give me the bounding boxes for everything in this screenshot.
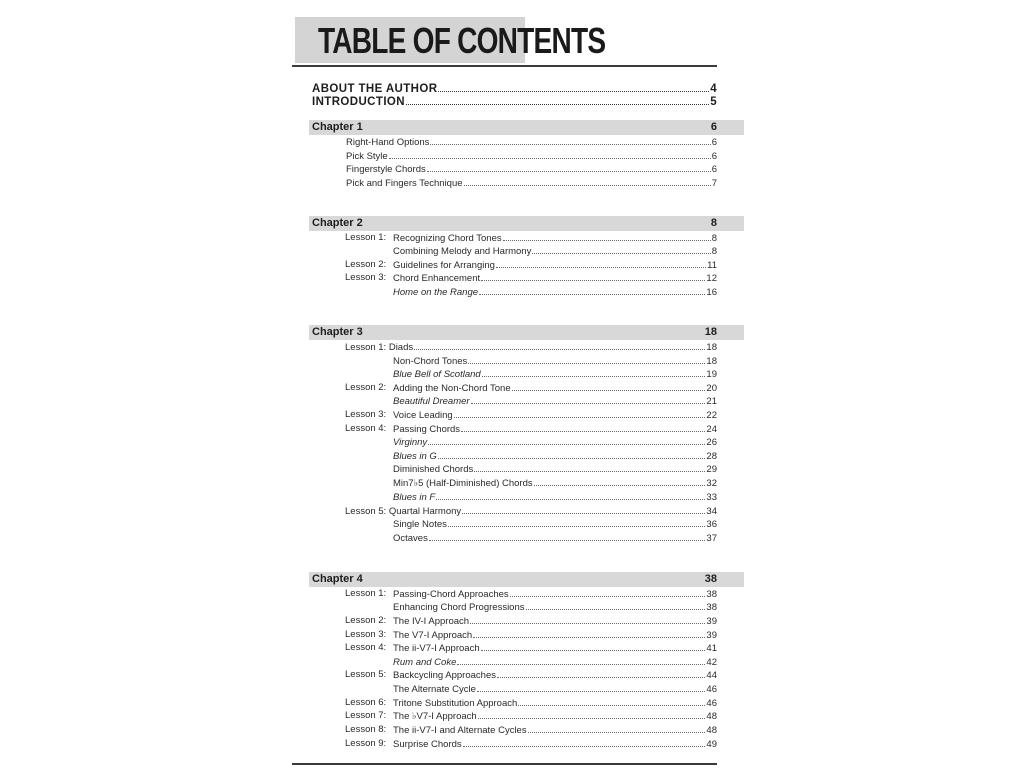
toc-entry-label: Blues in G xyxy=(393,451,437,462)
toc-entry[interactable] xyxy=(393,531,717,544)
toc-entry-page: 34 xyxy=(706,506,717,517)
toc-entry-page: 22 xyxy=(706,410,717,421)
toc-entry-label: Diminished Chords xyxy=(393,464,474,475)
lesson-number: Lesson 5: xyxy=(345,669,387,680)
toc-entry-label: Recognizing Chord Tones xyxy=(393,233,502,244)
toc-entry[interactable] xyxy=(393,435,717,448)
toc-entry-label: Voice Leading xyxy=(393,410,453,421)
toc-entry[interactable] xyxy=(393,381,717,394)
toc-entry-page: 42 xyxy=(706,657,717,668)
toc-entry-page: 29 xyxy=(706,464,717,475)
lesson-number: Lesson 1: xyxy=(345,588,387,599)
toc-entry-page: 7 xyxy=(711,178,717,189)
dot-leader xyxy=(471,394,706,404)
chapter-header-2[interactable] xyxy=(309,216,744,231)
dot-leader xyxy=(389,149,711,159)
toc-entry-page: 33 xyxy=(706,492,717,503)
dot-leader xyxy=(438,81,709,92)
chapter-label: Chapter 4 xyxy=(312,573,363,585)
lesson-number: Lesson 1: xyxy=(345,232,387,243)
dot-leader xyxy=(512,381,706,391)
dot-leader xyxy=(518,696,705,706)
dot-leader xyxy=(429,531,706,541)
toc-entry-page: 11 xyxy=(707,260,717,271)
toc-entry-label: ABOUT THE AUTHOR xyxy=(312,83,438,95)
toc-entry-label: Passing Chords xyxy=(393,424,461,435)
toc-entry[interactable] xyxy=(393,449,717,462)
toc-entry[interactable] xyxy=(393,408,717,421)
toc-entry-label: Chord Enhancement xyxy=(393,273,481,284)
toc-entry-page: 46 xyxy=(706,684,717,695)
toc-entry-label: Blues in F xyxy=(393,492,436,503)
dot-leader xyxy=(462,504,705,514)
toc-entry[interactable] xyxy=(346,176,717,189)
lesson-number: Lesson 4: xyxy=(345,642,387,653)
lesson-number: Lesson 9: xyxy=(345,738,387,749)
toc-entry[interactable] xyxy=(345,504,717,517)
dot-leader xyxy=(528,723,706,733)
toc-entry[interactable] xyxy=(393,517,717,530)
toc-entry[interactable] xyxy=(393,422,717,435)
toc-entry[interactable] xyxy=(393,600,717,613)
toc-entry[interactable] xyxy=(346,135,717,148)
toc-entry-label: Blue Bell of Scotland xyxy=(393,369,481,380)
toc-entry-label: The Alternate Cycle xyxy=(393,684,476,695)
dot-leader xyxy=(534,476,706,486)
dot-leader xyxy=(428,435,705,445)
toc-entry-label: Lesson 1: Diads xyxy=(345,342,414,353)
toc-entry-label: Tritone Substitution Approach xyxy=(393,698,518,709)
toc-entry-page: 38 xyxy=(706,589,717,600)
toc-entry-page: 32 xyxy=(706,478,717,489)
dot-leader xyxy=(481,641,706,651)
toc-entry-label: Lesson 5: Quartal Harmony xyxy=(345,506,462,517)
toc-entry-page: 16 xyxy=(706,287,717,298)
toc-entry[interactable] xyxy=(393,354,717,367)
toc-entry[interactable] xyxy=(345,340,717,353)
dot-leader xyxy=(496,258,706,268)
dot-leader xyxy=(510,587,706,597)
toc-entry-page: 46 xyxy=(706,698,717,709)
dot-leader xyxy=(482,367,706,377)
chapter-header-4[interactable] xyxy=(309,572,744,587)
lesson-number: Lesson 8: xyxy=(345,724,387,735)
toc-entry-page: 8 xyxy=(711,233,717,244)
chapter-label: Chapter 2 xyxy=(312,217,363,229)
toc-entry[interactable] xyxy=(393,737,717,750)
toc-entry-page: 36 xyxy=(706,519,717,530)
dot-leader xyxy=(481,271,705,281)
title-divider xyxy=(292,65,717,67)
chapter-label: Chapter 1 xyxy=(312,121,363,133)
toc-entry-page: 12 xyxy=(706,273,717,284)
toc-entry-label: Min7♭5 (Half-Diminished) Chords xyxy=(393,478,533,489)
toc-entry-label: Guidelines for Arranging xyxy=(393,260,495,271)
dot-leader xyxy=(468,354,705,364)
lesson-number: Lesson 3: xyxy=(345,272,387,283)
dot-leader xyxy=(526,600,706,610)
toc-entry-introduction[interactable] xyxy=(312,94,717,107)
dot-leader xyxy=(478,709,706,719)
toc-entry-label: Rum and Coke xyxy=(393,657,457,668)
toc-entry-page: 6 xyxy=(711,164,717,175)
lesson-number: Lesson 4: xyxy=(345,423,387,434)
toc-entry[interactable] xyxy=(346,149,717,162)
dot-leader xyxy=(474,462,705,472)
toc-entry-about-author[interactable] xyxy=(312,81,717,94)
toc-entry[interactable] xyxy=(393,476,717,489)
toc-entry-page: 24 xyxy=(706,424,717,435)
toc-entry-label: Pick and Fingers Technique xyxy=(346,178,463,189)
chapter-page: 6 xyxy=(710,121,717,133)
toc-entry-label: Combining Melody and Harmony xyxy=(393,246,532,257)
toc-entry[interactable] xyxy=(393,614,717,627)
dot-leader xyxy=(477,682,706,692)
toc-entry-label: Non-Chord Tones xyxy=(393,356,468,367)
dot-leader xyxy=(461,422,705,432)
dot-leader xyxy=(532,244,710,254)
toc-entry[interactable] xyxy=(393,723,717,736)
dot-leader xyxy=(454,408,706,418)
toc-entry-label: Pick Style xyxy=(346,151,388,162)
toc-entry-label: The ♭V7-I Approach xyxy=(393,711,477,722)
toc-entry[interactable] xyxy=(393,668,717,681)
toc-entry[interactable] xyxy=(393,709,717,722)
chapter-header-3[interactable] xyxy=(309,325,744,340)
toc-entry-label: Virginny xyxy=(393,437,428,448)
toc-entry[interactable] xyxy=(346,162,717,175)
toc-entry[interactable] xyxy=(393,641,717,654)
chapter-page: 18 xyxy=(704,326,717,338)
dot-leader xyxy=(436,490,705,500)
dot-leader xyxy=(470,614,705,624)
toc-entry[interactable] xyxy=(393,696,717,709)
page-title: TABLE OF CONTENTS xyxy=(318,20,606,61)
chapter-header-1[interactable] xyxy=(309,120,744,135)
dot-leader xyxy=(430,135,710,145)
toc-entry-label: Enhancing Chord Progressions xyxy=(393,602,525,613)
toc-entry-page: 18 xyxy=(706,356,717,367)
dot-leader xyxy=(479,285,705,295)
toc-entry-page: 48 xyxy=(706,711,717,722)
toc-entry[interactable] xyxy=(393,628,717,641)
toc-entry-label: The ii-V7-I and Alternate Cycles xyxy=(393,725,527,736)
toc-entry-page: 20 xyxy=(706,383,717,394)
toc-entry-page: 38 xyxy=(706,602,717,613)
toc-entry-page: 39 xyxy=(706,630,717,641)
toc-entry-page: 49 xyxy=(706,739,717,750)
bottom-divider xyxy=(292,763,717,765)
toc-entry[interactable] xyxy=(393,231,717,244)
toc-entry-page: 37 xyxy=(706,533,717,544)
dot-leader xyxy=(448,517,706,527)
dot-leader xyxy=(463,737,706,747)
toc-entry[interactable] xyxy=(393,682,717,695)
toc-entry-page: 8 xyxy=(711,246,717,257)
dot-leader xyxy=(457,655,705,665)
toc-entry-page: 26 xyxy=(706,437,717,448)
toc-entry[interactable] xyxy=(393,490,717,503)
lesson-number: Lesson 6: xyxy=(345,697,387,708)
dot-leader xyxy=(427,162,711,172)
chapter-page: 38 xyxy=(704,573,717,585)
toc-entry[interactable] xyxy=(393,258,717,271)
dot-leader xyxy=(406,94,709,105)
toc-entry-label: The V7-I Approach xyxy=(393,630,473,641)
dot-leader xyxy=(473,628,705,638)
toc-entry-page: 4 xyxy=(710,83,717,95)
dot-leader xyxy=(464,176,711,186)
toc-entry-label: Fingerstyle Chords xyxy=(346,164,426,175)
chapter-page: 8 xyxy=(710,217,717,229)
toc-entry[interactable] xyxy=(393,587,717,600)
toc-entry[interactable] xyxy=(393,367,717,380)
toc-entry-label: Single Notes xyxy=(393,519,447,530)
lesson-number: Lesson 2: xyxy=(345,615,387,626)
toc-entry-label: Octaves xyxy=(393,533,428,544)
toc-entry-page: 19 xyxy=(706,369,717,380)
toc-entry-page: 6 xyxy=(711,151,717,162)
toc-entry[interactable] xyxy=(393,462,717,475)
dot-leader xyxy=(503,231,711,241)
toc-entry-label: Right-Hand Options xyxy=(346,137,430,148)
toc-entry-page: 21 xyxy=(706,396,717,407)
lesson-number: Lesson 7: xyxy=(345,710,387,721)
dot-leader xyxy=(414,340,705,350)
toc-entry-page: 48 xyxy=(706,725,717,736)
toc-entry-label: The ii-V7-I Approach xyxy=(393,643,480,654)
dot-leader xyxy=(497,668,705,678)
toc-entry-label: Passing-Chord Approaches xyxy=(393,589,509,600)
toc-entry[interactable] xyxy=(393,655,717,668)
toc-entry-page: 39 xyxy=(706,616,717,627)
toc-entry-page: 28 xyxy=(706,451,717,462)
toc-entry-label: INTRODUCTION xyxy=(312,96,405,108)
dot-leader xyxy=(438,449,706,459)
lesson-number: Lesson 3: xyxy=(345,409,387,420)
toc-entry-page: 41 xyxy=(706,643,717,654)
toc-entry[interactable] xyxy=(393,271,717,284)
toc-entry[interactable] xyxy=(393,394,717,407)
toc-entry[interactable] xyxy=(393,285,717,298)
toc-entry-label: The IV-I Approach xyxy=(393,616,470,627)
lesson-number: Lesson 2: xyxy=(345,259,387,270)
chapter-label: Chapter 3 xyxy=(312,326,363,338)
toc-entry-label: Backcycling Approaches xyxy=(393,670,496,681)
lesson-number: Lesson 2: xyxy=(345,382,387,393)
toc-entry-page: 6 xyxy=(711,137,717,148)
toc-entry-label: Adding the Non-Chord Tone xyxy=(393,383,511,394)
toc-entry-label: Beautiful Dreamer xyxy=(393,396,470,407)
toc-entry-page: 5 xyxy=(710,96,717,108)
toc-entry-label: Surprise Chords xyxy=(393,739,462,750)
lesson-number: Lesson 3: xyxy=(345,629,387,640)
toc-entry-page: 18 xyxy=(706,342,717,353)
toc-entry-label: Home on the Range xyxy=(393,287,479,298)
toc-entry-page: 44 xyxy=(706,670,717,681)
toc-entry[interactable] xyxy=(393,244,717,257)
